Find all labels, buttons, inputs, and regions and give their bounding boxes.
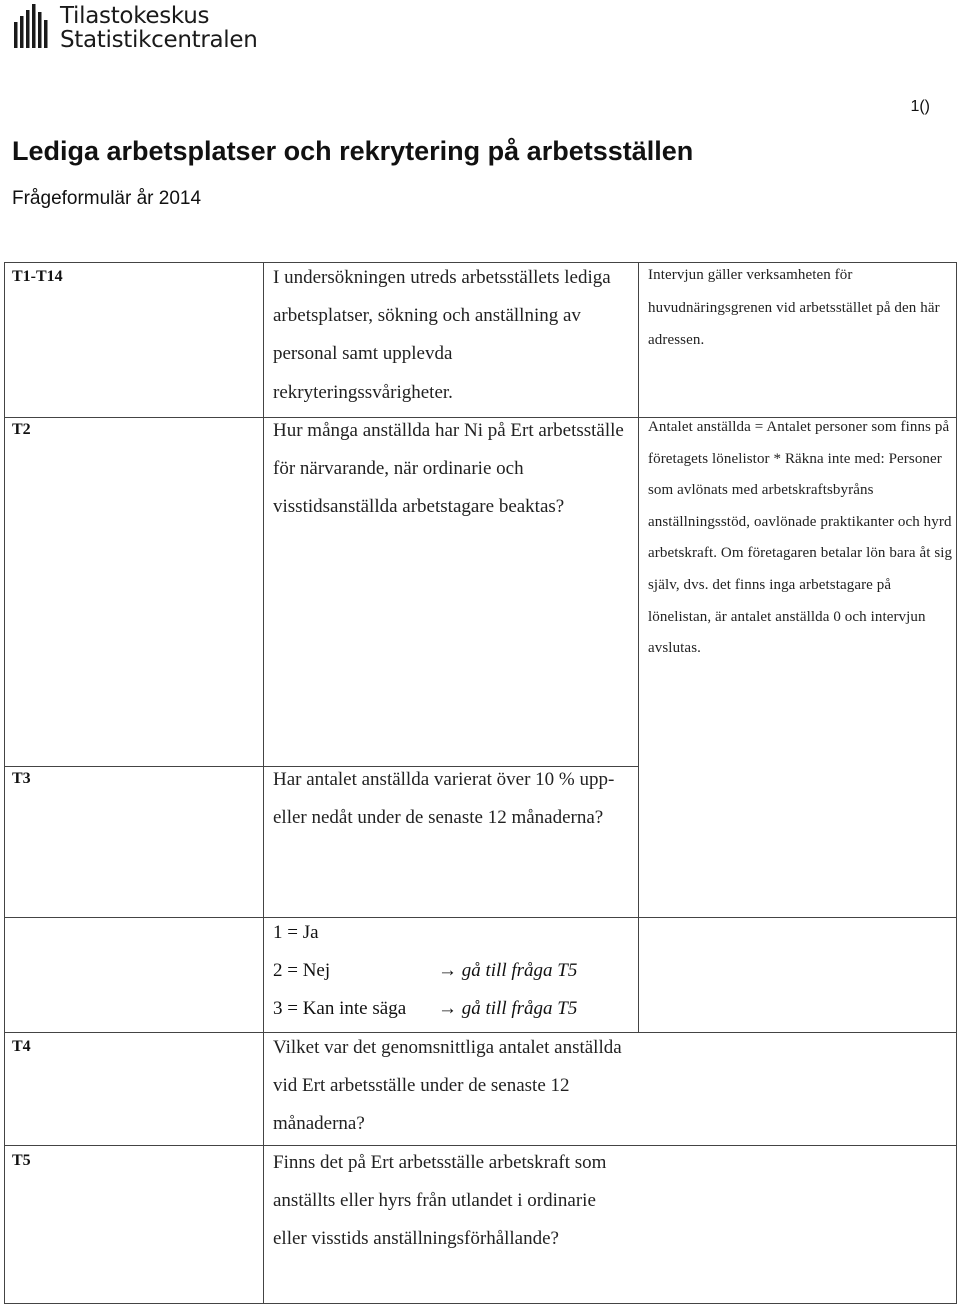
answer-option-3: 3 = Kan inte säga [273,998,407,1019]
answer-option-1: 1 = Ja [273,922,319,943]
question-t5: Finns det på Ert arbetsställe arbetskraft som anställts eller hyrs från utlandet i ordinarie eller visstids anställningsförhållande? [273,1152,607,1250]
logo-text-finnish: Tilastokeskus [60,3,210,29]
logo-text-swedish: Statistikcentralen [60,27,258,53]
goto-instruction-3: → gå till fråga T5 [438,998,578,1019]
question-t1-t14: I undersökningen utreds arbetsställets lediga arbetsplatser, sökning och anställning av personal samt upplevda rekryteringssvårigheter. [273,267,611,403]
logo-icon [10,2,54,54]
row-code-t2: T2 [12,421,31,438]
answer-option-2: 2 = Nej [273,960,331,981]
question-t3: Har antalet anställda varierat över 10 % upp- eller nedåt under de senaste 12 månaderna? [273,769,615,829]
row-code-t4: T4 [12,1038,31,1055]
statistics-finland-logo [10,2,258,54]
page-number: 1() [910,98,930,115]
page-subtitle: Frågeformulär år 2014 [12,188,202,209]
note-t2: Antalet anställda = Antalet personer som finns på företagets lönelistor * Räkna inte med: Personer som avlönats med arbetskraftsbyråns anställningsstöd, oavlönade praktikanter och hyrd arbetskraft. Om företagaren betalar lön bara åt sig själv, dvs. det finns inga arbetstagare på lönelistan, är antalet anställda 0 och intervjun avslutas. [648,419,953,657]
question-t4: Vilket var det genomsnittliga antalet anställda vid Ert arbetsställe under de senaste 12 månaderna? [273,1037,622,1135]
row-code-t5: T5 [12,1152,31,1169]
page-title: Lediga arbetsplatser och rekrytering på arbetsställen [12,136,694,166]
note-t1-t14: Intervjun gäller verksamheten för huvudnäringsgrenen vid arbetsstället på den här adressen. [648,267,940,348]
row-code-t1-t14: T1-T14 [12,268,63,285]
row-code-t3: T3 [12,770,31,787]
question-t2: Hur många anställda har Ni på Ert arbetsställe för närvarande, när ordinarie och visstidsanställda arbetstagare beaktas? [273,420,624,518]
goto-instruction-2: → gå till fråga T5 [438,960,578,981]
